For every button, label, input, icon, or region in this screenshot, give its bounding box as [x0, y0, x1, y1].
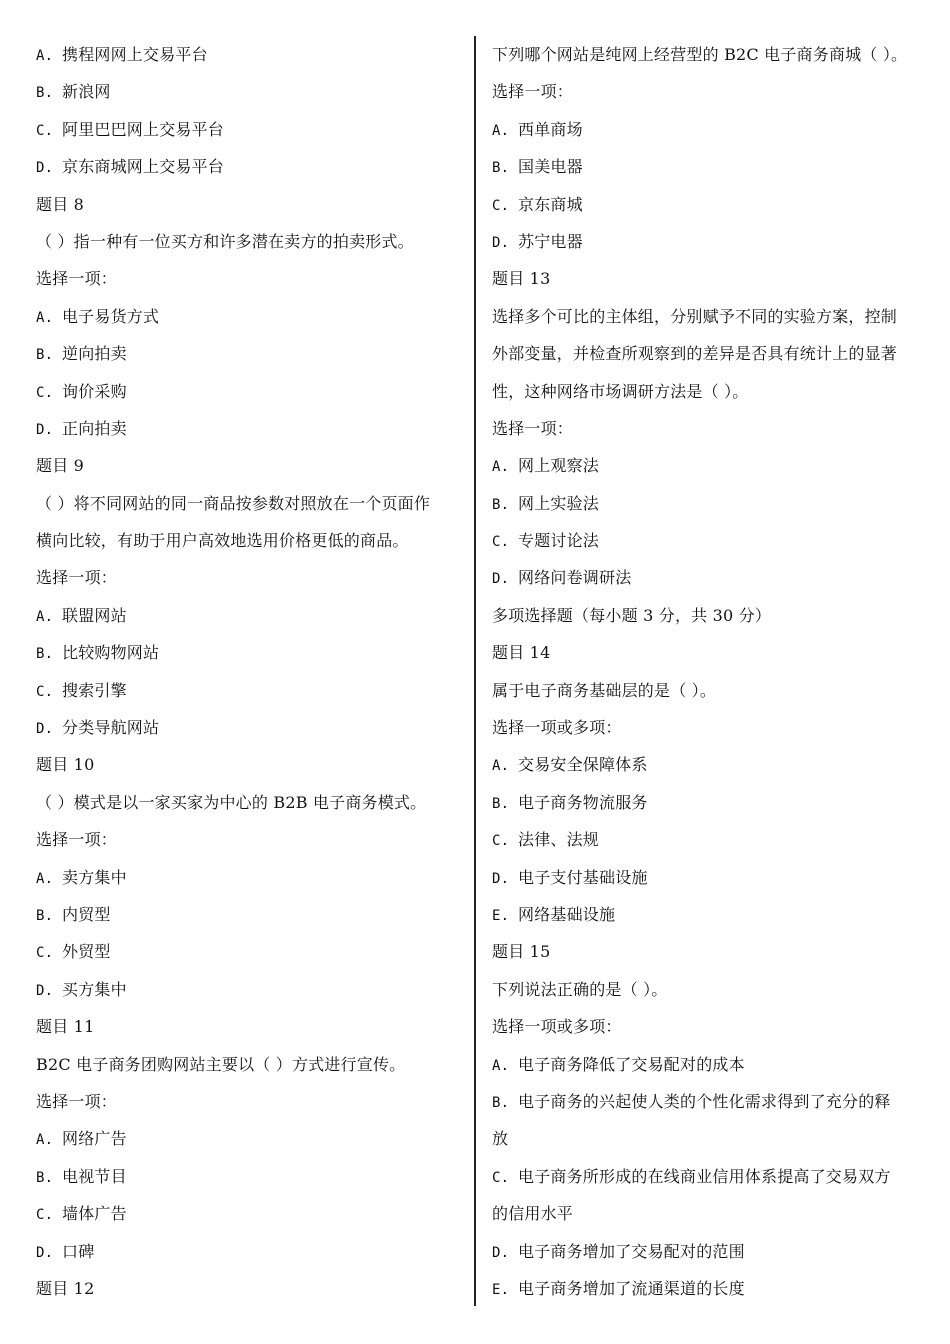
option-letter: B.	[492, 496, 510, 513]
option-text: 苏宁电器	[518, 231, 583, 251]
option-letter: B.	[492, 160, 510, 177]
answer-option	[36, 111, 461, 148]
option-letter: A.	[36, 48, 54, 64]
option-letter: D.	[492, 870, 510, 887]
text-line: 放	[492, 1129, 509, 1149]
text-line: 选择一项或多项：	[492, 1017, 622, 1037]
option-letter: A.	[492, 122, 510, 139]
option-text: 卖方集中	[62, 867, 127, 887]
option-text: 外贸型	[62, 942, 111, 962]
option-letter: A.	[492, 1057, 510, 1074]
text-line: 题目 11	[36, 1017, 95, 1037]
answer-option	[492, 559, 917, 596]
text-line: 选择一项：	[492, 418, 574, 438]
option-letter: D.	[492, 234, 510, 251]
answer-option	[36, 335, 461, 372]
option-letter: D.	[36, 421, 54, 438]
answer-option	[492, 1233, 917, 1270]
option-letter: B.	[36, 907, 54, 924]
option-text: 电子易货方式	[62, 306, 160, 326]
text-line: 题目 8	[36, 194, 85, 214]
answer-option	[36, 73, 461, 110]
text-line: （ ）指一种有一位买方和许多潜在卖方的拍卖形式。	[36, 231, 414, 251]
option-text: 分类导航网站	[62, 718, 160, 738]
option-letter: C.	[492, 1169, 510, 1186]
answer-option	[492, 859, 917, 896]
text-line: 题目 10	[36, 755, 95, 775]
answer-option	[492, 111, 917, 148]
text-line: （ ）模式是以一家买家为中心的 B2B 电子商务模式。	[36, 792, 427, 812]
option-text: 电子商务所形成的在线商业信用体系提高了交易双方	[518, 1166, 891, 1186]
answer-option	[492, 485, 917, 522]
answer-option	[492, 186, 917, 223]
answer-option	[492, 1083, 917, 1120]
option-letter: A.	[492, 459, 510, 476]
text-line: 选择一项或多项：	[492, 718, 622, 738]
text-line: 横向比较，有助于用户高效地选用价格更低的商品。	[36, 531, 409, 551]
answer-option	[36, 1120, 461, 1157]
text-line: 题目 9	[36, 456, 85, 476]
option-text: 电子商务的兴起使人类的个性化需求得到了充分的释	[518, 1091, 891, 1111]
text-line: 的信用水平	[492, 1204, 574, 1224]
option-text: 比较购物网站	[62, 643, 160, 663]
option-letter: C.	[492, 833, 510, 850]
option-letter: C.	[36, 945, 54, 962]
option-text: 电子商务增加了交易配对的范围	[518, 1241, 745, 1261]
option-text: 阿里巴巴网上交易平台	[62, 119, 225, 139]
option-letter: D.	[36, 721, 54, 738]
text-line: 选择一项：	[36, 1091, 118, 1111]
option-letter: A.	[36, 608, 54, 625]
option-text: 电子支付基础设施	[518, 867, 648, 887]
option-letter: E.	[492, 1281, 510, 1298]
text-line: 属于电子商务基础层的是（ ）。	[492, 680, 717, 700]
answer-option	[36, 410, 461, 447]
answer-option	[492, 1158, 917, 1195]
option-text: 内贸型	[62, 904, 111, 924]
answer-option	[492, 1046, 917, 1083]
option-text: 搜索引擎	[62, 680, 127, 700]
answer-option	[36, 597, 461, 634]
text-line: 选择一项：	[36, 269, 118, 289]
option-text: 正向拍卖	[62, 418, 127, 438]
answer-option	[36, 933, 461, 970]
option-text: 西单商场	[518, 119, 583, 139]
option-text: 联盟网站	[62, 605, 127, 625]
answer-option	[36, 634, 461, 671]
option-text: 询价采购	[62, 381, 127, 401]
text-line: 下列说法正确的是（ ）。	[492, 979, 668, 999]
right-column	[492, 36, 917, 1307]
text-line: 选择多个可比的主体组，分别赋予不同的实验方案，控制	[492, 306, 898, 326]
option-letter: C.	[492, 197, 510, 214]
option-text: 墙体广告	[62, 1204, 127, 1224]
option-text: 法律、法规	[518, 830, 600, 850]
option-text: 电视节目	[62, 1166, 127, 1186]
option-text: 网上实验法	[518, 493, 600, 513]
option-letter: D.	[492, 1244, 510, 1261]
option-letter: B.	[36, 347, 54, 364]
answer-option	[492, 896, 917, 933]
answer-option	[36, 709, 461, 746]
answer-option	[492, 1270, 917, 1307]
option-letter: C.	[492, 534, 510, 551]
text-line: 下列哪个网站是纯网上经营型的 B2C 电子商务商城（ ）。	[492, 45, 908, 64]
text-line: 题目 13	[492, 269, 551, 289]
answer-option	[36, 373, 461, 410]
answer-option	[492, 746, 917, 783]
option-text: 网上观察法	[518, 456, 600, 476]
answer-option	[492, 223, 917, 260]
option-text: 京东商城	[518, 194, 583, 214]
option-text: 口碑	[62, 1241, 95, 1261]
option-text: 京东商城网上交易平台	[62, 157, 225, 177]
column-divider	[474, 36, 476, 1306]
answer-option	[36, 896, 461, 933]
answer-option	[492, 148, 917, 185]
answer-option	[36, 36, 461, 73]
answer-option	[36, 672, 461, 709]
option-text: 网络基础设施	[518, 904, 616, 924]
answer-option	[36, 1195, 461, 1232]
text-line: 外部变量，并检查所观察到的差异是否具有统计上的显著	[492, 344, 898, 364]
answer-option	[492, 784, 917, 821]
text-line: 选择一项：	[36, 830, 118, 850]
option-letter: B.	[36, 646, 54, 663]
option-letter: D.	[36, 1244, 54, 1261]
option-letter: D.	[492, 571, 510, 588]
answer-option	[492, 447, 917, 484]
answer-option	[36, 859, 461, 896]
answer-option	[36, 298, 461, 335]
text-line: 选择一项：	[36, 568, 118, 588]
option-letter: C.	[36, 122, 54, 139]
option-text: 电子商务物流服务	[518, 792, 648, 812]
answer-option	[36, 1158, 461, 1195]
text-line: 性，这种网络市场调研方法是（ ）。	[492, 381, 749, 401]
option-letter: E.	[492, 907, 510, 924]
option-letter: B.	[492, 1094, 510, 1111]
option-text: 新浪网	[62, 82, 111, 102]
option-text: 交易安全保障体系	[518, 755, 648, 775]
option-text: 电子商务增加了流通渠道的长度	[518, 1278, 745, 1298]
text-line: 题目 12	[36, 1278, 95, 1298]
text-line: 选择一项：	[492, 82, 574, 102]
option-letter: A.	[36, 1132, 54, 1149]
left-column	[36, 36, 461, 1307]
answer-option	[492, 821, 917, 858]
text-line: （ ）将不同网站的同一商品按参数对照放在一个页面作	[36, 493, 431, 513]
option-letter: C.	[36, 683, 54, 700]
option-text: 国美电器	[518, 157, 583, 177]
option-text: 逆向拍卖	[62, 344, 127, 364]
option-letter: A.	[492, 758, 510, 775]
text-line: 题目 14	[492, 643, 551, 663]
option-text: 网络广告	[62, 1129, 127, 1149]
option-letter: B.	[492, 795, 510, 812]
option-text: 网络问卷调研法	[518, 568, 632, 588]
text-line: 多项选择题（每小题 3 分，共 30 分）	[492, 605, 772, 625]
option-letter: C.	[36, 384, 54, 401]
option-letter: C.	[36, 1207, 54, 1224]
option-letter: A.	[36, 870, 54, 887]
answer-option	[36, 148, 461, 185]
answer-option	[492, 522, 917, 559]
option-text: 电子商务降低了交易配对的成本	[518, 1054, 745, 1074]
option-text: 买方集中	[62, 979, 127, 999]
option-text: 携程网网上交易平台	[62, 45, 208, 64]
option-text: 专题讨论法	[518, 531, 600, 551]
text-line: B2C 电子商务团购网站主要以（ ）方式进行宣传。	[36, 1054, 406, 1074]
answer-option	[36, 1233, 461, 1270]
text-line: 题目 15	[492, 942, 551, 962]
answer-option	[36, 971, 461, 1008]
option-letter: D.	[36, 982, 54, 999]
option-letter: A.	[36, 309, 54, 326]
option-letter: B.	[36, 1169, 54, 1186]
option-letter: B.	[36, 85, 54, 102]
option-letter: D.	[36, 160, 54, 177]
